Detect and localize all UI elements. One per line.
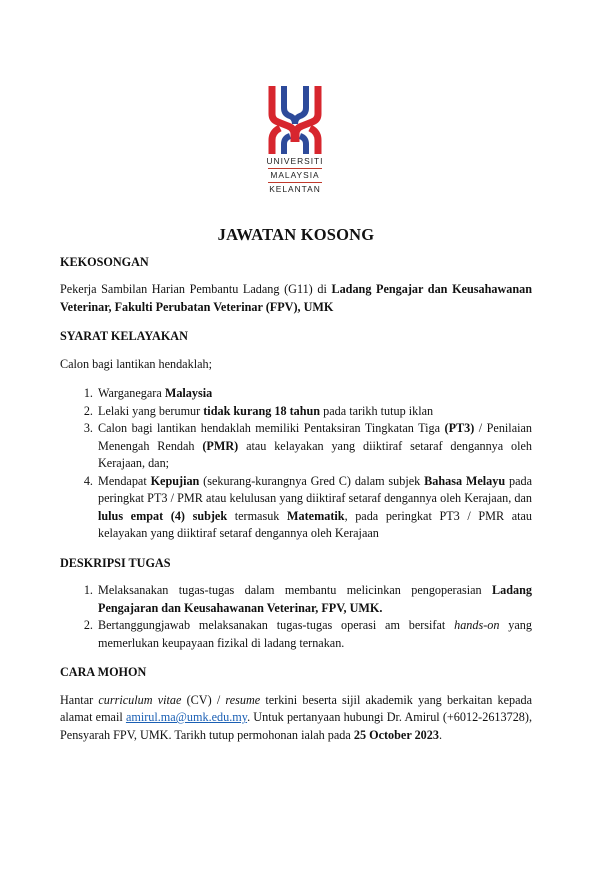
umk-logo-text xyxy=(262,156,328,195)
logo-divider xyxy=(268,182,322,183)
logo-line-malaysia: MALAYSIA xyxy=(270,170,320,180)
deskripsi-item2-plain1: Bertanggungjawab melaksanakan tugas-tugas operasi am bersifat xyxy=(98,618,455,632)
cara-i2: resume xyxy=(225,692,261,707)
syarat-item1-bold: Malaysia xyxy=(164,386,213,400)
kekosongan-bold: Ladang Pengajar dan Keusahawanan Veterinar, Fakulti Perubatan Veterinar (FPV), UMK xyxy=(60,282,532,314)
closing-date: 25 October 2023 xyxy=(353,727,439,742)
syarat-item xyxy=(96,420,532,473)
cara-p5: . xyxy=(438,727,442,742)
syarat-item4-bold4: Matematik xyxy=(287,508,345,523)
heading-cara-mohon: CARA MOHON xyxy=(60,665,147,679)
syarat-intro: Calon bagi lantikan hendaklah; xyxy=(60,356,212,371)
section-cara-mohon xyxy=(60,664,532,744)
syarat-item4-plain5: , pada peringkat PT3 / PMR atau kelayakan yang diiktiraf setaraf dengannya oleh Kerajaan xyxy=(98,508,532,540)
syarat-item3-plain3: atau kelayakan yang diiktiraf setaraf dengannya oleh Kerajaan, dan; xyxy=(98,438,532,470)
kekosongan-plain: Pekerja Sambilan Harian Pembantu Ladang (G11) di xyxy=(60,282,332,296)
cara-p4: . Untuk pertanyaan hubungi Dr. Amirul (+6012-2613728), Pensyarah FPV, UMK. Tarikh tutup permohonan ialah pada xyxy=(60,710,532,742)
heading-syarat: SYARAT KELAYAKAN xyxy=(60,329,188,343)
syarat-item xyxy=(96,473,532,543)
kekosongan-text xyxy=(60,281,532,316)
deskripsi-item1-bold: Ladang Pengajaran dan Keusahawanan Veterinar, FPV, UMK. xyxy=(98,583,532,615)
syarat-item4-bold1: Kepujian xyxy=(150,473,200,488)
deskripsi-list xyxy=(60,582,532,652)
syarat-item4-plain3: pada peringkat PT3 / PMR atau kelulusan yang diiktiraf setaraf dengannya oleh Kerajaan, dan xyxy=(98,473,533,505)
logo-divider xyxy=(268,168,322,169)
cara-p3: terkini beserta sijil akademik yang berkaitan kepada alamat email xyxy=(60,692,532,724)
heading-kekosongan: KEKOSONGAN xyxy=(60,254,149,269)
cara-mohon-text xyxy=(60,692,532,745)
syarat-item xyxy=(96,385,532,403)
syarat-item3-bold1: (PT3) xyxy=(444,421,475,435)
umk-logo xyxy=(262,84,328,210)
syarat-item4-bold3: lulus empat (4) subjek xyxy=(98,508,228,523)
syarat-item1-plain: Warganegara xyxy=(98,386,165,400)
page-title: JAWATAN KOSONG xyxy=(217,225,375,244)
deskripsi-item xyxy=(96,582,532,617)
syarat-item3-plain1: Calon bagi lantikan hendaklah memiliki Pentaksiran Tingkatan Tiga xyxy=(98,421,445,435)
deskripsi-item2-plain2: yang memerlukan keupayaan fizikal di ladang ternakan. xyxy=(98,618,532,650)
syarat-item2-bold: tidak kurang 18 tahun xyxy=(203,403,321,418)
cara-p2: (CV) / xyxy=(181,692,226,707)
syarat-item4-plain2: (sekurang-kurangnya Gred C) dalam subjek xyxy=(199,473,425,488)
heading-deskripsi: DESKRIPSI TUGAS xyxy=(60,555,171,570)
cara-i1: curriculum vitae xyxy=(98,692,182,707)
syarat-item xyxy=(96,403,532,421)
syarat-item2-plain2: pada tarikh tutup iklan xyxy=(320,403,434,418)
section-kekosongan xyxy=(60,254,532,317)
syarat-list xyxy=(60,385,532,543)
syarat-item3-bold2: (PMR) xyxy=(202,438,239,453)
deskripsi-item1-plain: Melaksanakan tugas-tugas dalam membantu melicinkan pengoperasian xyxy=(98,583,493,597)
section-syarat xyxy=(60,328,532,543)
email-link[interactable]: amirul.ma@umk.edu.my xyxy=(125,710,248,724)
document-body xyxy=(60,226,532,756)
section-deskripsi xyxy=(60,555,532,653)
syarat-item4-plain1: Mendapat xyxy=(98,473,151,488)
syarat-item4-bold2: Bahasa Melayu xyxy=(424,473,506,488)
umk-logo-mark-icon xyxy=(266,84,324,156)
deskripsi-item xyxy=(96,617,532,652)
cara-p1: Hantar xyxy=(60,692,99,707)
deskripsi-item2-italic: hands-on xyxy=(454,618,500,632)
logo-line-universiti: UNIVERSITI xyxy=(266,156,324,166)
syarat-item2-plain1: Lelaki yang berumur xyxy=(98,403,204,418)
logo-line-kelantan: KELANTAN xyxy=(269,184,321,194)
syarat-item4-plain4: termasuk xyxy=(227,508,288,523)
syarat-item3-plain2: / Penilaian Menengah Rendah xyxy=(98,421,532,453)
